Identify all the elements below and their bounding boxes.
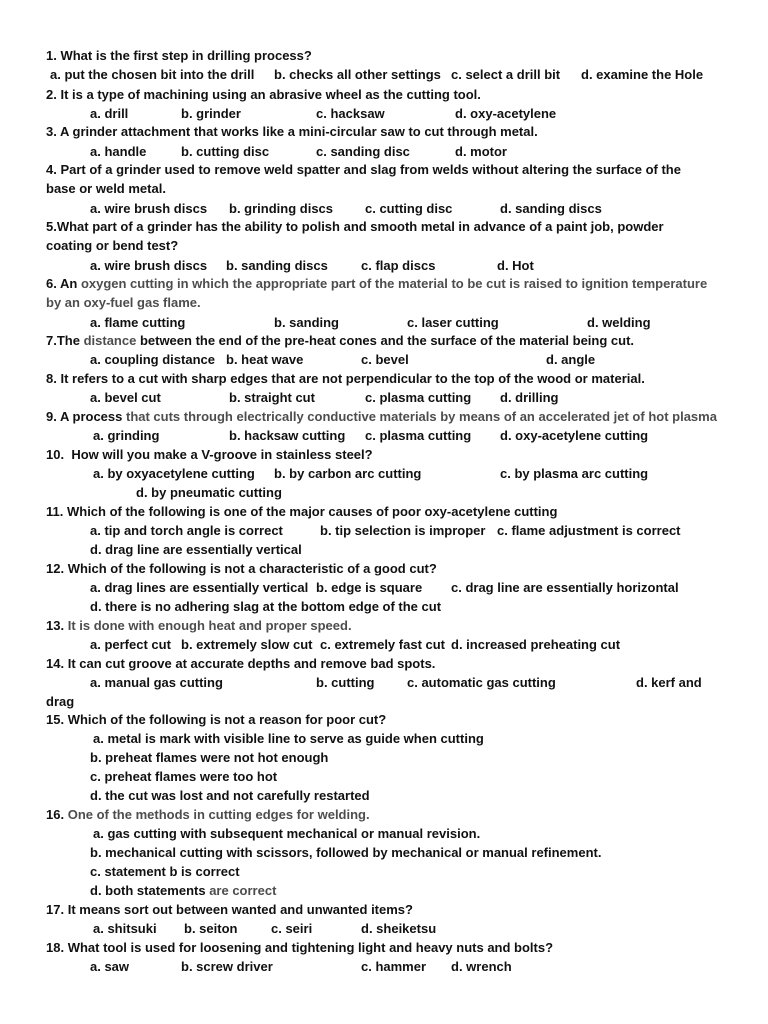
option-a: a. bevel cut [90, 390, 161, 405]
question-text: The [56, 333, 84, 348]
question-5 [46, 218, 664, 236]
question-number: 6. [46, 276, 57, 291]
question-text-gray: oxygen cutting in which the appropriate part of the material to be cut is raised to ignition temperature [80, 276, 708, 291]
question-18 [46, 939, 553, 957]
option-a: a. grinding [93, 428, 160, 443]
option-d: d. examine the Hole [581, 67, 704, 82]
option-d: d. angle [546, 352, 596, 367]
question-text: What part of a grinder has the ability to polish and smooth metal in advance of a paint job, powder [56, 219, 664, 234]
option-b: b. straight cut [229, 390, 315, 405]
question-text-cont: base or weld metal. [46, 181, 166, 196]
question-text: It is a type of machining using an abrasive wheel as the cutting tool. [60, 87, 481, 102]
option-d: d. sanding discs [500, 201, 602, 216]
option-d-text: d. both statements [90, 883, 210, 898]
option-d: d. by pneumatic cutting [136, 485, 282, 500]
question-text-gray: distance [83, 333, 137, 348]
option-c: c. hammer [361, 959, 427, 974]
question-number: 16. [46, 807, 65, 822]
option-a: a. drag lines are essentially vertical [90, 580, 309, 595]
option-c: c. sanding disc [316, 144, 410, 159]
question-text: Part of a grinder used to remove weld spatter and slag from welds without altering the surface of the [60, 162, 681, 177]
option-b: b. screw driver [181, 959, 273, 974]
option-a: a. drill [90, 106, 129, 121]
option-a: a. shitsuki [93, 921, 157, 936]
option-d: d. drag line are essentially vertical [90, 542, 302, 557]
question-text: How will you make a V-groove in stainless steel? [71, 447, 373, 462]
option-a: a. coupling distance [90, 352, 215, 367]
question-8 [46, 370, 645, 388]
question-number: 13. [46, 618, 65, 633]
option-c: c. drag line are essentially horizontal [451, 580, 679, 595]
question-text: Which of the following is not a reason for poor cut? [67, 712, 387, 727]
question-text: Which of the following is one of the major causes of poor oxy-acetylene cutting [66, 504, 558, 519]
option-b: b. by carbon arc cutting [274, 466, 422, 481]
question-text: An [59, 276, 81, 291]
option-c: c. plasma cutting [365, 390, 472, 405]
option-b: b. extremely slow cut [181, 637, 313, 652]
option-b: b. cutting [316, 675, 375, 690]
option-a: a. saw [90, 959, 130, 974]
option-c: c. seiri [271, 921, 313, 936]
option-b: b. edge is square [316, 580, 423, 595]
question-number: 15. [46, 712, 65, 727]
option-b: b. grinding discs [229, 201, 334, 216]
option-c: c. hacksaw [316, 106, 385, 121]
option-d: d. kerf and [636, 675, 702, 690]
question-text: Which of the following is not a characteristic of a good cut? [67, 561, 437, 576]
option-b: b. tip selection is improper [320, 523, 486, 538]
question-13 [46, 617, 352, 635]
question-number: 7. [46, 333, 57, 348]
option-d: d. increased preheating cut [451, 637, 621, 652]
question-text: It refers to a cut with sharp edges that are not perpendicular to the top of the wood or material. [60, 371, 645, 386]
option-a: a. tip and torch angle is correct [90, 523, 283, 538]
option-b: b. cutting disc [181, 144, 270, 159]
option-b: b. mechanical cutting with scissors, followed by mechanical or manual refinement. [90, 845, 602, 860]
option-b: b. sanding discs [226, 258, 328, 273]
question-text: One of the methods in cutting edges for welding. [67, 807, 370, 822]
option-c: c. flap discs [361, 258, 436, 273]
option-c: c. cutting disc [365, 201, 453, 216]
option-c: c. bevel [361, 352, 409, 367]
question-4 [46, 161, 681, 179]
question-1 [46, 47, 312, 65]
question-number: 14. [46, 656, 65, 671]
option-d: d. sheiketsu [361, 921, 437, 936]
option-c: c. extremely fast cut [320, 637, 446, 652]
option-d: d. there is no adhering slag at the bottom edge of the cut [90, 599, 442, 614]
option-a: a. handle [90, 144, 147, 159]
question-text-cont: coating or bend test? [46, 238, 179, 253]
question-text: What tool is used for loosening and tightening light and heavy nuts and bolts? [67, 940, 554, 955]
option-a: a. flame cutting [90, 315, 186, 330]
option-d: d. oxy-acetylene [455, 106, 557, 121]
question-number: 11. [46, 504, 64, 519]
question-text-gray: that cuts through electrically conductive materials by means of an accelerated jet of hot plasma [125, 409, 717, 424]
question-text: It means sort out between wanted and unwanted items? [67, 902, 413, 917]
question-16 [46, 806, 370, 824]
option-c: c. flame adjustment is correct [497, 523, 681, 538]
question-number: 4. [46, 162, 57, 177]
option-b: b. preheat flames were not hot enough [90, 750, 329, 765]
question-14 [46, 655, 435, 673]
option-c: c. laser cutting [407, 315, 499, 330]
option-b: b. checks all other settings [274, 67, 441, 82]
question-number: 8. [46, 371, 57, 386]
question-number: 5. [46, 219, 57, 234]
option-c: c. by plasma arc cutting [500, 466, 649, 481]
option-d: d. oxy-acetylene cutting [500, 428, 649, 443]
question-number: 1. [46, 48, 57, 63]
option-d: d. welding [587, 315, 651, 330]
option-a: a. perfect cut [90, 637, 171, 652]
question-11 [46, 503, 557, 521]
question-15 [46, 711, 386, 729]
question-3 [46, 123, 538, 141]
option-a: a. metal is mark with visible line to serve as guide when cutting [93, 731, 484, 746]
option-a: a. gas cutting with subsequent mechanical or manual revision. [93, 826, 481, 841]
question-text: A process [59, 409, 126, 424]
option-a: a. wire brush discs [90, 258, 208, 273]
option-d-cont: drag [46, 694, 75, 709]
question-17 [46, 901, 413, 919]
option-d: d. the cut was lost and not carefully restarted [90, 788, 370, 803]
question-12 [46, 560, 437, 578]
option-a: a. by oxyacetylene cutting [93, 466, 255, 481]
option-d: d. drilling [500, 390, 559, 405]
option-b: b. heat wave [226, 352, 304, 367]
question-text: What is the first step in drilling process? [60, 48, 312, 63]
option-d [90, 882, 276, 900]
question-text: A grinder attachment that works like a mini-circular saw to cut through metal. [59, 124, 538, 139]
option-b: b. hacksaw cutting [229, 428, 346, 443]
question-number: 9. [46, 409, 57, 424]
question-9 [46, 408, 717, 426]
question-text: It can cut groove at accurate depths and remove bad spots. [67, 656, 436, 671]
question-text-cont: by an oxy-fuel gas flame. [46, 295, 201, 310]
option-a: a. put the chosen bit into the drill [50, 67, 255, 82]
option-d: d. Hot [497, 258, 534, 273]
option-d: d. wrench [451, 959, 512, 974]
option-d: d. motor [455, 144, 507, 159]
option-c: c. plasma cutting [365, 428, 472, 443]
option-a: a. manual gas cutting [90, 675, 223, 690]
option-d-text-gray: are correct [209, 883, 277, 898]
question-number: 2. [46, 87, 57, 102]
question-number: 18. [46, 940, 65, 955]
question-number: 17. [46, 902, 65, 917]
option-b: b. grinder [181, 106, 241, 121]
option-b: b. sanding [274, 315, 339, 330]
question-number: 12. [46, 561, 65, 576]
option-c: c. automatic gas cutting [407, 675, 556, 690]
option-c: c. preheat flames were too hot [90, 769, 278, 784]
question-number: 10. [46, 447, 65, 462]
question-text-end: between the end of the pre-heat cones and the surface of the material being cut. [136, 333, 635, 348]
question-2 [46, 86, 481, 104]
question-6 [46, 275, 707, 293]
option-c: c. statement b is correct [90, 864, 240, 879]
option-b: b. seiton [184, 921, 238, 936]
question-text: It is done with enough heat and proper speed. [67, 618, 352, 633]
question-10 [46, 446, 373, 464]
question-7 [46, 332, 634, 350]
option-a: a. wire brush discs [90, 201, 208, 216]
option-c: c. select a drill bit [451, 67, 561, 82]
question-number: 3. [46, 124, 57, 139]
